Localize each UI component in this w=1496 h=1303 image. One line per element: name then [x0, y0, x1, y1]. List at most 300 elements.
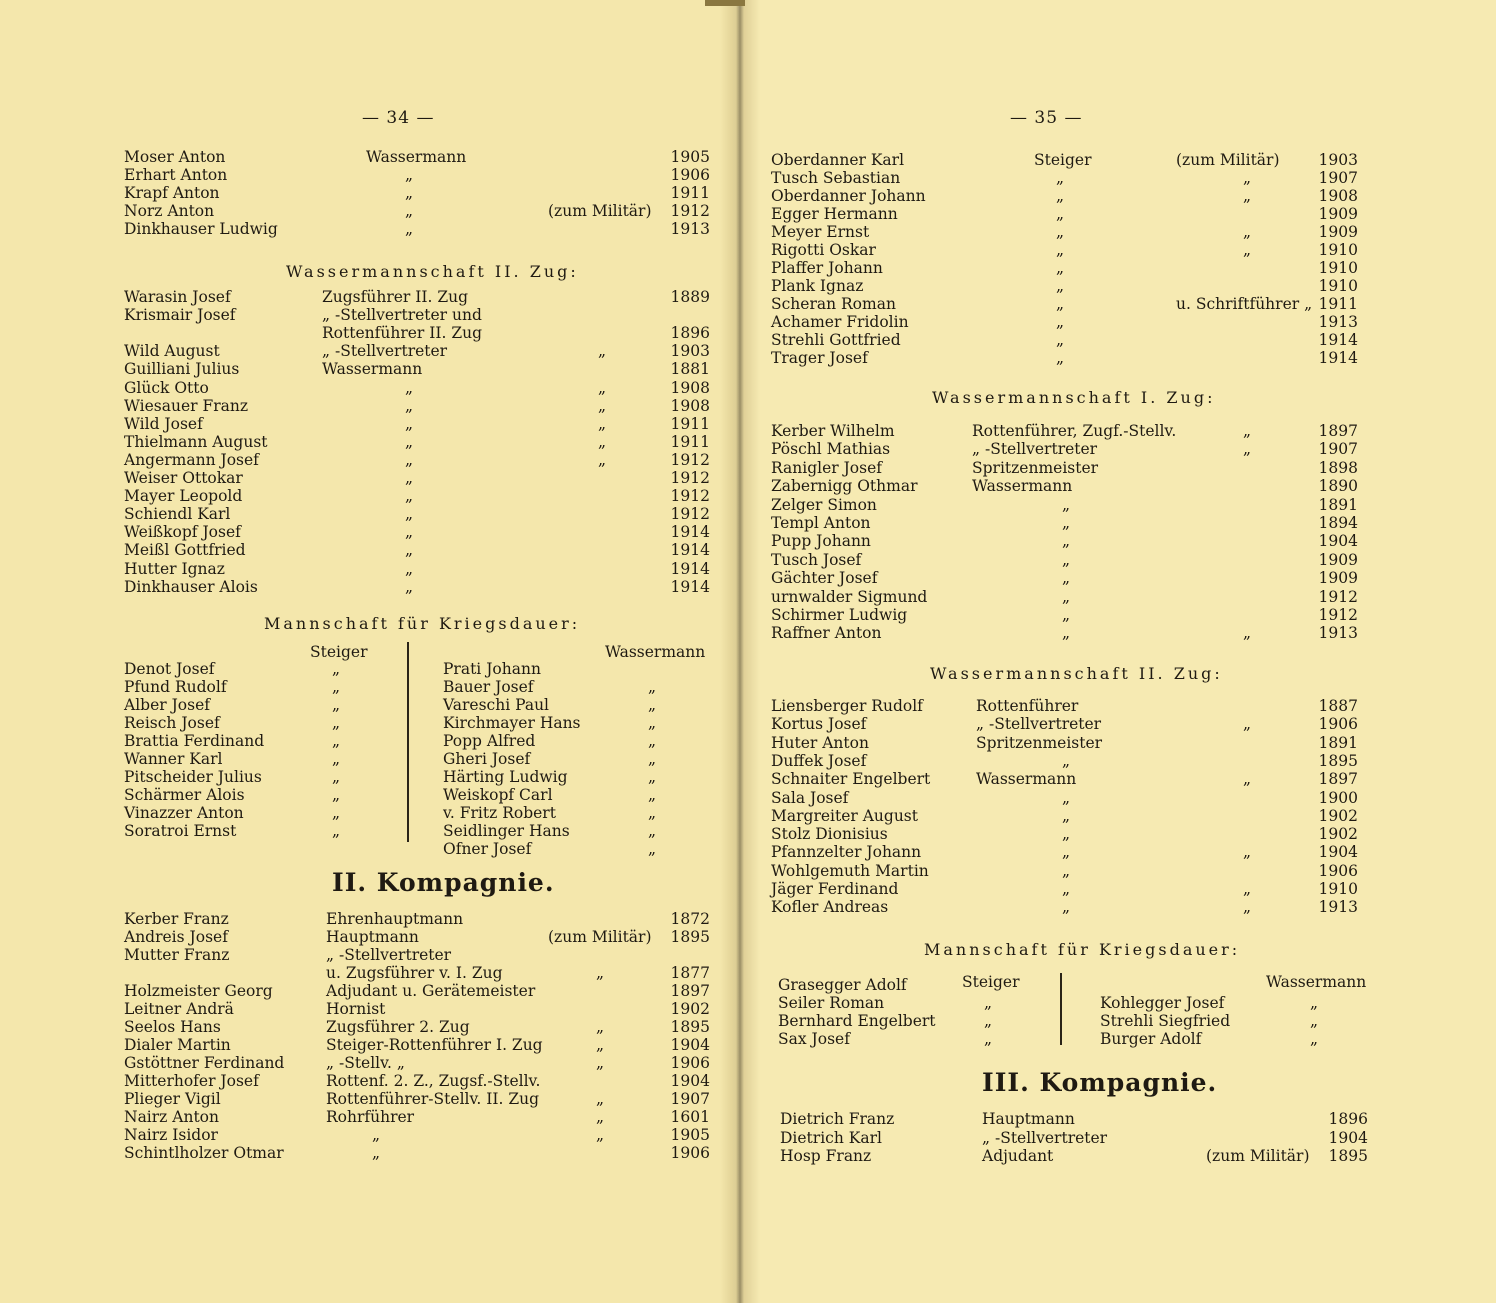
member-year: 1912 [1318, 587, 1358, 606]
roster-row [0, 1036, 733, 1054]
member-year: 1906 [1318, 715, 1358, 734]
wassermann-name: Weiskopf Carl [443, 786, 553, 804]
binding-edge [705, 0, 745, 6]
left-page [0, 0, 733, 1303]
member-year: 1895 [670, 928, 710, 946]
wassermann-ditto: „ [1310, 1012, 1319, 1030]
member-name: Warasin Josef [124, 288, 231, 306]
member-year: 1904 [1318, 843, 1358, 862]
member-name: Leitner Andrä [124, 1000, 234, 1018]
roster-row [738, 843, 1496, 861]
member-year: 1908 [1318, 187, 1358, 205]
member-year: 1902 [1318, 825, 1358, 844]
member-note: „ [1243, 843, 1252, 862]
roster-row [738, 440, 1496, 458]
member-note: „ [598, 450, 607, 469]
member-role: „ [1062, 495, 1071, 514]
wassermann-ditto: „ [648, 786, 657, 804]
member-name: Moser Anton [124, 148, 226, 166]
steiger-name: Grasegger Adolf [778, 976, 907, 994]
member-year: 1889 [670, 288, 710, 306]
roster-row [0, 451, 733, 469]
member-year: 1912 [670, 450, 710, 469]
member-year: 1914 [670, 559, 710, 578]
roster-row [0, 714, 733, 732]
roster-row [738, 477, 1496, 495]
wassermann-ditto: „ [648, 822, 657, 840]
wassermann-ditto: „ [1310, 994, 1319, 1012]
member-year: 1914 [1318, 331, 1358, 349]
member-name: Weißkopf Josef [124, 523, 241, 542]
member-note: (zum Militär) [1176, 151, 1280, 169]
member-note: „ [596, 1108, 605, 1126]
wassermann-name: Burger Adolf [1100, 1030, 1202, 1048]
roster-row [0, 148, 733, 166]
member-year: 1910 [1318, 259, 1358, 277]
member-year: 1898 [1318, 458, 1358, 477]
member-role: „ -Stellv. „ [326, 1054, 405, 1072]
member-role: Wassermann [976, 770, 1077, 789]
member-role: „ [405, 487, 414, 506]
member-year: 1911 [670, 432, 710, 451]
member-year: 1911 [670, 414, 710, 433]
member-note: „ [598, 414, 607, 433]
member-note: „ [596, 964, 605, 982]
wassermann-name: Kirchmayer Hans [443, 714, 581, 732]
member-year: 1912 [670, 202, 710, 220]
member-role: „ [405, 523, 414, 542]
member-role: „ -Stellvertreter und [322, 306, 482, 325]
steiger-name: Bernhard Engelbert [778, 1012, 936, 1030]
member-name: Erhart Anton [124, 166, 228, 184]
right-page [738, 0, 1496, 1303]
member-name: Ranigler Josef [771, 458, 883, 477]
member-role: „ -Stellvertreter [322, 342, 448, 361]
member-year: 1913 [670, 220, 710, 238]
roster-row [738, 976, 1496, 994]
member-year: 1904 [670, 1036, 710, 1054]
member-note: „ [596, 1090, 605, 1108]
member-role: „ [405, 166, 414, 184]
roster-row [0, 523, 733, 541]
member-role: Hauptmann [326, 928, 419, 946]
member-year: 1896 [670, 324, 710, 343]
roster-row [0, 505, 733, 523]
steiger-name: Reisch Josef [124, 714, 220, 732]
member-name: Glück Otto [124, 378, 209, 397]
roster-row [0, 541, 733, 559]
roster-row [738, 606, 1496, 624]
member-name: Krismair Josef [124, 306, 236, 325]
roster-row [0, 786, 733, 804]
member-year: 1902 [1318, 806, 1358, 825]
member-name: Rigotti Oskar [771, 241, 876, 259]
member-role: „ [405, 559, 414, 578]
roster-row [0, 982, 733, 1000]
roster-row [0, 202, 733, 220]
roster-row [738, 459, 1496, 477]
roster-row [738, 569, 1496, 587]
member-name: Kerber Franz [124, 910, 229, 928]
member-role: Ehrenhauptmann [326, 910, 464, 928]
roster-row [738, 715, 1496, 733]
steiger-name: Schärmer Alois [124, 786, 245, 804]
member-name: Gstöttner Ferdinand [124, 1054, 285, 1072]
member-name: Dialer Martin [124, 1036, 231, 1054]
col-head-steiger: Steiger [962, 973, 1020, 991]
member-role: „ [405, 469, 414, 487]
member-year: 1894 [1318, 514, 1358, 532]
left-heading-wassermannschaft-ii: Wassermannschaft II. Zug: [286, 262, 579, 281]
member-role: „ [405, 577, 414, 596]
steiger-name: Denot Josef [124, 660, 215, 678]
member-role: „ [405, 505, 414, 524]
member-year: 1905 [670, 148, 710, 166]
member-role: „ [405, 220, 414, 238]
member-year: 1904 [670, 1072, 710, 1090]
member-role: Rottenführer-Stellv. II. Zug [326, 1090, 540, 1108]
member-role: Steiger [1034, 151, 1092, 169]
member-year: 1914 [670, 541, 710, 560]
member-role: „ [405, 414, 414, 433]
steiger-ditto: „ [984, 994, 993, 1012]
roster-row [0, 822, 733, 840]
member-name: Schiendl Karl [124, 505, 231, 524]
steiger-name: Vinazzer Anton [124, 804, 244, 822]
roster-row [738, 880, 1496, 898]
member-note: „ [596, 1126, 605, 1144]
member-role: „ -Stellvertreter [976, 715, 1102, 734]
member-role: „ [1062, 624, 1071, 643]
steiger-name: Sax Josef [778, 1030, 850, 1048]
member-role: „ [1062, 514, 1071, 532]
roster-row [0, 1000, 733, 1018]
member-name: Templ Anton [771, 514, 871, 532]
member-year: 1895 [670, 1018, 710, 1036]
roster-row [738, 1110, 1496, 1128]
roster-row [738, 1129, 1496, 1147]
member-name: Kerber Wilhelm [771, 422, 895, 440]
member-year: 1914 [1318, 349, 1358, 367]
left-kriegsdauer-column-heads [0, 643, 733, 661]
right-heading-wassermannschaft-i: Wassermannschaft I. Zug: [932, 388, 1216, 407]
member-name: Hosp Franz [780, 1147, 872, 1165]
member-role: Spritzenmeister [972, 458, 1099, 477]
roster-row [0, 288, 733, 306]
roster-row [0, 840, 733, 858]
member-year: 1907 [1318, 169, 1358, 187]
member-role: „ [1062, 861, 1071, 880]
member-name: Raffner Anton [771, 624, 882, 643]
member-year: 1912 [1318, 606, 1358, 624]
member-name: Norz Anton [124, 202, 215, 220]
member-role: „ [372, 1144, 381, 1162]
wassermann-ditto: „ [648, 768, 657, 786]
member-role: „ [405, 396, 414, 415]
member-name: Hutter Ignaz [124, 559, 225, 578]
member-name: Margreiter August [771, 806, 918, 825]
member-name: Guilliani Julius [124, 360, 240, 379]
member-year: 1904 [1318, 532, 1358, 551]
roster-row [0, 397, 733, 415]
member-role: „ [405, 202, 414, 220]
roster-row [0, 360, 733, 378]
wassermann-ditto: „ [648, 732, 657, 750]
member-year: 1908 [670, 396, 710, 415]
steiger-ditto: „ [332, 732, 341, 750]
steiger-ditto: „ [332, 768, 341, 786]
roster-row [0, 1108, 733, 1126]
member-note: „ [1243, 169, 1252, 187]
roster-row [0, 964, 733, 982]
wassermann-ditto: „ [1310, 1030, 1319, 1048]
member-role: „ [1056, 349, 1065, 367]
member-name: Achamer Fridolin [771, 313, 909, 331]
member-name: Andreis Josef [124, 928, 228, 946]
col-head-wassermann: Wassermann [1266, 973, 1367, 991]
member-year: 1911 [1318, 295, 1358, 313]
roster-row [0, 732, 733, 750]
steiger-name: Soratroi Ernst [124, 822, 237, 840]
member-name: Tusch Sebastian [771, 169, 901, 187]
member-year: 1897 [670, 982, 710, 1000]
member-year: 1902 [670, 1000, 710, 1018]
member-note: „ [1243, 770, 1252, 789]
member-year: 1887 [1318, 697, 1358, 715]
member-role: Spritzenmeister [976, 733, 1103, 752]
member-name: Nairz Isidor [124, 1126, 218, 1144]
member-year: 1891 [1318, 733, 1358, 752]
roster-row [738, 295, 1496, 313]
roster-row [0, 928, 733, 946]
member-note: „ [596, 1036, 605, 1054]
member-role: Hauptmann [982, 1110, 1075, 1128]
roster-row [0, 578, 733, 596]
roster-row [738, 1147, 1496, 1165]
member-role: „ [1062, 550, 1071, 569]
member-name: urnwalder Sigmund [771, 587, 928, 606]
roster-row [738, 259, 1496, 277]
member-role: „ [1062, 880, 1071, 898]
roster-row [738, 789, 1496, 807]
member-year: 1909 [1318, 223, 1358, 241]
wassermann-name: v. Fritz Robert [443, 804, 556, 822]
wassermann-name: Prati Johann [443, 660, 541, 678]
roster-row [738, 532, 1496, 550]
roster-row [0, 560, 733, 578]
member-name: Thielmann August [124, 432, 268, 451]
member-note: „ [596, 1018, 605, 1036]
member-name: Pöschl Mathias [771, 440, 891, 459]
wassermann-name: Popp Alfred [443, 732, 536, 750]
roster-row [738, 241, 1496, 259]
roster-row [738, 349, 1496, 367]
roster-row [738, 994, 1496, 1012]
wassermann-name: Kohlegger Josef [1100, 994, 1225, 1012]
roster-row [738, 807, 1496, 825]
member-role: „ [1062, 751, 1071, 770]
member-year: 1904 [1328, 1128, 1368, 1147]
member-role: „ [1056, 277, 1065, 295]
member-role: „ [1056, 259, 1065, 277]
roster-row [0, 184, 733, 202]
member-role: „ [405, 378, 414, 397]
member-role: „ [1062, 898, 1071, 917]
member-name: Zelger Simon [771, 495, 877, 514]
member-role: Wassermann [322, 360, 423, 379]
roster-row [0, 1072, 733, 1090]
roster-row [738, 205, 1496, 223]
member-year: 1903 [1318, 151, 1358, 169]
right-heading-kriegsdauer: Mannschaft für Kriegsdauer: [924, 940, 1241, 959]
member-role: „ [1062, 532, 1071, 551]
member-year: 1900 [1318, 788, 1358, 807]
member-role: „ [1062, 569, 1071, 588]
member-year: 1910 [1318, 880, 1358, 898]
member-year: 1911 [670, 184, 710, 202]
member-role: „ [1062, 606, 1071, 624]
member-name: Schnaiter Engelbert [771, 770, 931, 789]
roster-row [0, 306, 733, 324]
member-role: „ [1062, 587, 1071, 606]
roster-row [0, 433, 733, 451]
member-role: „ [1056, 331, 1065, 349]
right-heading-wassermannschaft-ii: Wassermannschaft II. Zug: [930, 664, 1223, 683]
roster-row [738, 697, 1496, 715]
roster-row [0, 946, 733, 964]
roster-row [738, 313, 1496, 331]
member-name: Huter Anton [771, 733, 869, 752]
roster-row [0, 768, 733, 786]
member-name: Meißl Gottfried [124, 541, 246, 560]
member-note: (zum Militär) [548, 928, 652, 946]
roster-row [738, 422, 1496, 440]
roster-row [738, 898, 1496, 916]
member-year: 1913 [1318, 624, 1358, 643]
page-number-35: — 35 — [1010, 108, 1083, 128]
member-role: „ [1062, 825, 1071, 844]
member-role: Wassermann [366, 148, 467, 166]
member-name: Mitterhofer Josef [124, 1072, 259, 1090]
steiger-ditto: „ [332, 804, 341, 822]
steiger-ditto: „ [984, 1012, 993, 1030]
member-name: Plaffer Johann [771, 259, 883, 277]
member-year: 1895 [1328, 1147, 1368, 1165]
member-role: Adjudant [982, 1147, 1054, 1165]
member-name: Dietrich Karl [780, 1128, 882, 1147]
steiger-name: Wanner Karl [124, 750, 223, 768]
member-role: „ -Stellvertreter [982, 1128, 1108, 1147]
member-year: 1895 [1318, 751, 1358, 770]
member-role: „ [372, 1126, 381, 1144]
member-note: „ [598, 396, 607, 415]
book-gutter [720, 0, 760, 1303]
member-year: 1906 [1318, 861, 1358, 880]
member-name: Schintlholzer Otmar [124, 1144, 284, 1162]
member-role: Hornist [326, 1000, 386, 1018]
member-note: „ [1243, 898, 1252, 917]
member-role: „ -Stellvertreter [326, 946, 452, 964]
roster-row [0, 1090, 733, 1108]
roster-row [738, 734, 1496, 752]
roster-row [738, 187, 1496, 205]
roster-row [738, 277, 1496, 295]
member-role: Rohrführer [326, 1108, 415, 1126]
member-name: Angermann Josef [124, 450, 259, 469]
member-role: Rottenf. 2. Z., Zugsf.-Stellv. [326, 1072, 541, 1090]
member-name: Mayer Leopold [124, 487, 243, 506]
member-note: „ [1243, 223, 1252, 241]
member-name: Jäger Ferdinand [771, 880, 899, 898]
roster-row [0, 660, 733, 678]
member-name: Dinkhauser Alois [124, 577, 258, 596]
member-note: „ [1243, 624, 1252, 643]
wassermann-ditto: „ [648, 750, 657, 768]
roster-row [0, 379, 733, 397]
member-role: Wassermann [972, 477, 1073, 496]
member-role: „ [1056, 223, 1065, 241]
member-year: 1890 [1318, 477, 1358, 496]
roster-row [0, 487, 733, 505]
member-note: „ [1243, 422, 1252, 440]
member-year: 1912 [670, 469, 710, 487]
member-year: 1914 [670, 577, 710, 596]
member-role: „ [1056, 295, 1065, 313]
member-name: Weiser Ottokar [124, 469, 243, 487]
member-name: Gächter Josef [771, 569, 878, 588]
member-note: (zum Militär) [1206, 1147, 1310, 1165]
member-note: „ [598, 378, 607, 397]
left-heading-ii-kompagnie: II. Kompagnie. [332, 868, 555, 897]
member-role: „ [405, 432, 414, 451]
member-name: Plank Ignaz [771, 277, 864, 295]
roster-row [738, 1012, 1496, 1030]
member-role: „ [1062, 843, 1071, 862]
member-role: „ -Stellvertreter [972, 440, 1098, 459]
roster-row [738, 514, 1496, 532]
steiger-ditto: „ [332, 750, 341, 768]
member-name: Nairz Anton [124, 1108, 219, 1126]
roster-row [738, 624, 1496, 642]
member-name: Meyer Ernst [771, 223, 870, 241]
member-name: Dietrich Franz [780, 1110, 895, 1128]
wassermann-ditto: „ [648, 804, 657, 822]
roster-row [0, 342, 733, 360]
wassermann-ditto: „ [648, 696, 657, 714]
roster-row [738, 588, 1496, 606]
roster-row [0, 220, 733, 238]
roster-row [738, 1030, 1496, 1048]
member-note: „ [596, 1054, 605, 1072]
member-name: Mutter Franz [124, 946, 230, 964]
member-name: Scheran Roman [771, 295, 896, 313]
member-role: „ [1056, 205, 1065, 223]
member-name: Egger Hermann [771, 205, 898, 223]
steiger-name: Pfund Rudolf [124, 678, 227, 696]
roster-row [738, 551, 1496, 569]
member-year: 1891 [1318, 495, 1358, 514]
steiger-ditto: „ [984, 1030, 993, 1048]
member-name: Liensberger Rudolf [771, 697, 923, 715]
member-name: Strehli Gottfried [771, 331, 901, 349]
member-name: Pfannzelter Johann [771, 843, 922, 862]
member-year: 1896 [1328, 1110, 1368, 1128]
roster-row [0, 678, 733, 696]
roster-row [0, 1018, 733, 1036]
roster-row [0, 1126, 733, 1144]
member-note: (zum Militär) [548, 202, 652, 220]
member-name: Seelos Hans [124, 1018, 221, 1036]
